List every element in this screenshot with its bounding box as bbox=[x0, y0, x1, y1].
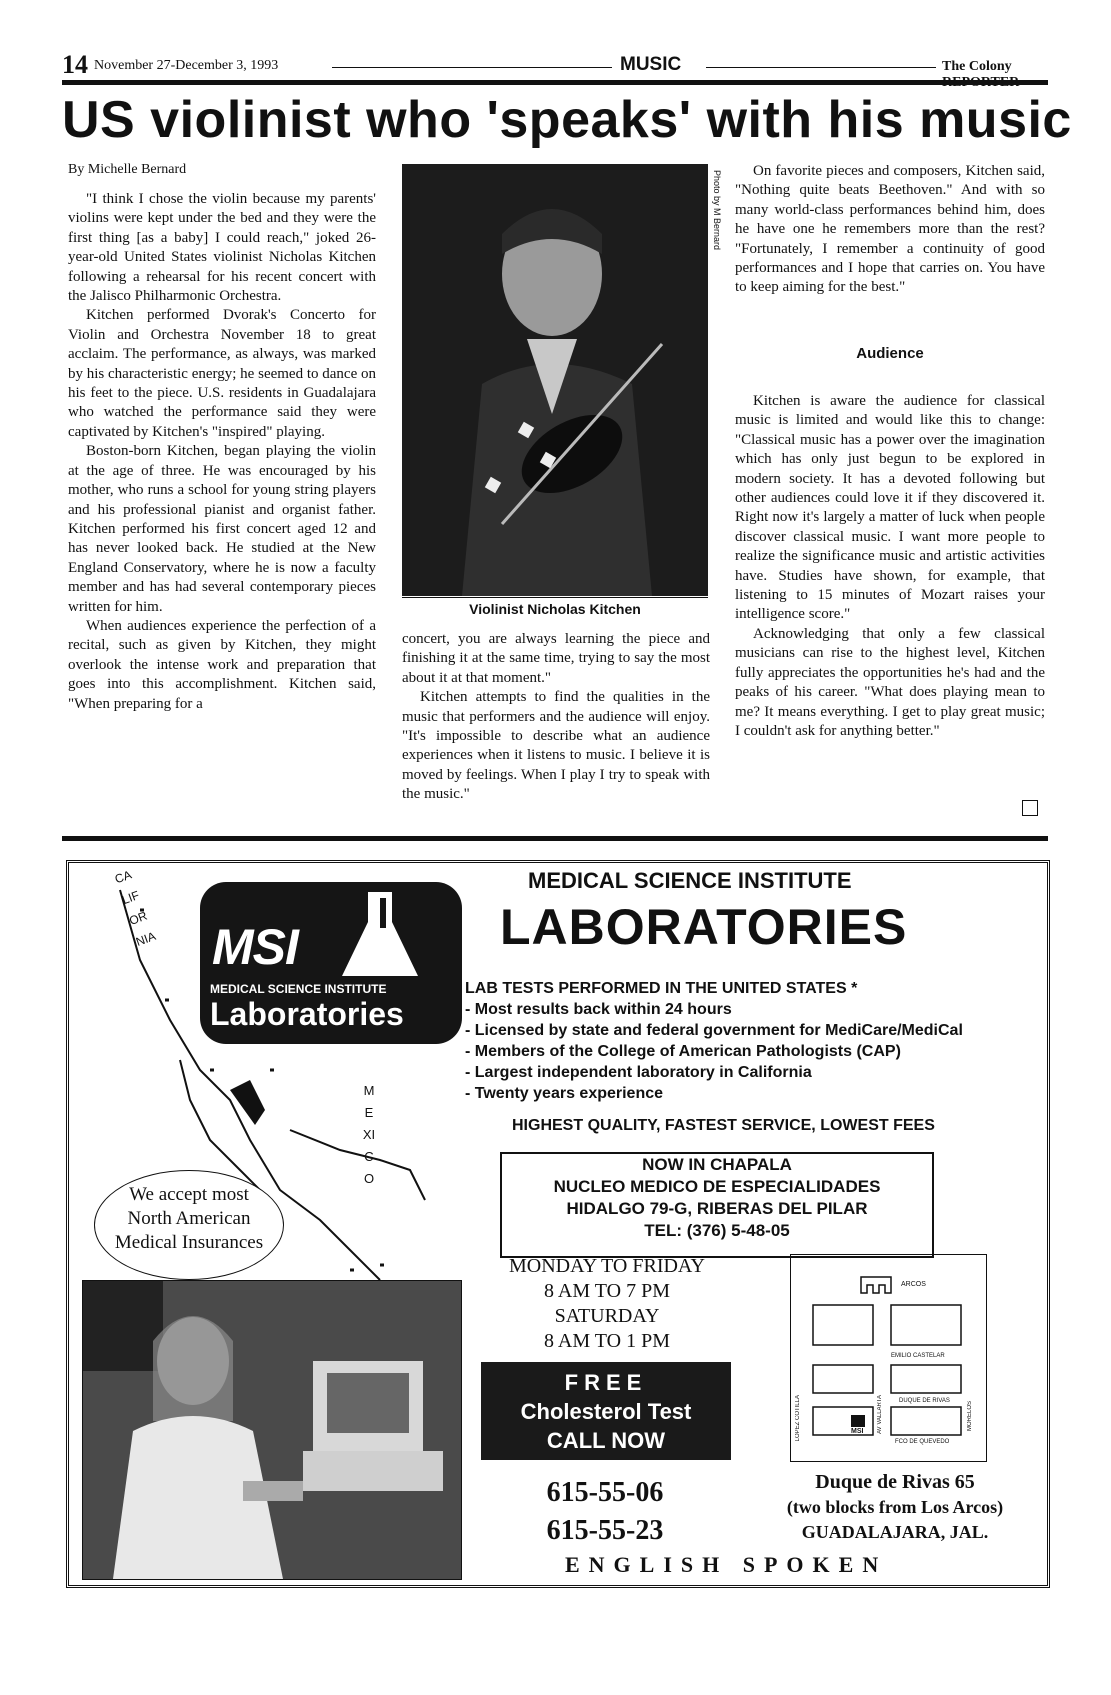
article-column-2 bbox=[402, 630, 710, 805]
hours-line: MONDAY TO FRIDAY bbox=[509, 1255, 705, 1277]
article-column-3-bottom bbox=[735, 392, 1045, 741]
address-line: Duque de Rivas 65 bbox=[815, 1471, 975, 1493]
byline: By Michelle Bernard bbox=[68, 162, 187, 177]
logo-msi: MSI bbox=[212, 919, 298, 975]
paragraph: When audiences experience the perfection of a recital, such as given by Kitchen, they might overlook the intense work and preparation that goes into this accomplishment. Kitchen said, "When preparing for a bbox=[68, 617, 376, 712]
guadalajara-address bbox=[760, 1470, 1030, 1545]
lab-technician-photo bbox=[82, 1280, 462, 1580]
call-now: CALL NOW bbox=[546, 1428, 666, 1453]
subhead: Audience bbox=[856, 345, 924, 362]
paragraph: concert, you are always learning the piece and finishing it at the same time, trying to say the most about it at that moment." bbox=[402, 631, 710, 686]
hours-line: SATURDAY bbox=[554, 1305, 660, 1327]
list-item: - Twenty years experience bbox=[465, 1085, 664, 1102]
ad-title-large: LABORATORIES bbox=[500, 899, 908, 955]
address-line: HIDALGO 79-G, RIBERAS DEL PILAR bbox=[566, 1199, 868, 1218]
paragraph: Kitchen performed Dvorak's Concerto for Violin and Orchestra November 18 to great acclaim. The performance, as always, was marked by his characteristic energy; he seemed to dance on his feet to the piece. U.S. residents in Guadalajara who watched the performance said they were captivated by Kitchen's "inspired" playing. bbox=[68, 307, 376, 440]
caption-rule bbox=[402, 597, 708, 598]
insurance-line: We accept most bbox=[129, 1184, 249, 1205]
hours-line: 8 AM TO 7 PM bbox=[544, 1280, 670, 1302]
header-rule-left bbox=[332, 67, 612, 68]
map-label: LOPEZ COTILLA bbox=[795, 1395, 801, 1442]
list-item: - Members of the College of American Pathologists (CAP) bbox=[465, 1043, 901, 1060]
page-number: 14 bbox=[62, 50, 88, 79]
insurance-badge bbox=[94, 1170, 284, 1280]
newspaper-name: The Colony bbox=[942, 59, 1012, 74]
map-label: AV VALLARTA bbox=[877, 1395, 883, 1434]
address-line: GUADALAJARA, JAL. bbox=[801, 1522, 989, 1542]
header-rule bbox=[62, 80, 1048, 85]
map-label: ARCOS bbox=[901, 1281, 926, 1288]
map-label-msi: MSI bbox=[851, 1428, 864, 1435]
paragraph: Kitchen is aware the audience for classical music is limited and would like this to change: "Classical music has a power over the imagination which has only just begun to be explored in modern society. It has a devoted following but other audiences could love it if they discovered it. Right now it's largely a matter of luck when people discover classical music. I want more people to realize the significance music and artistic activities have. Studies have shown, for example, that listening to 15 minutes of Mozart raises your intelligence score." bbox=[735, 393, 1045, 623]
address-line: (two blocks from Los Arcos) bbox=[786, 1497, 1004, 1517]
opening-hours bbox=[497, 1254, 717, 1354]
map-label-california: CALIFORNIA bbox=[112, 867, 158, 949]
article-end-rule bbox=[62, 836, 1048, 841]
ad-title: MEDICAL SCIENCE INSTITUTE bbox=[528, 868, 852, 893]
headline: US violinist who 'speaks' with his music bbox=[62, 91, 1072, 149]
phone-number: 615-55-06 bbox=[546, 1477, 664, 1508]
street-map bbox=[790, 1254, 987, 1462]
article-column-1 bbox=[68, 190, 376, 714]
page-header bbox=[62, 50, 1048, 80]
phone-numbers bbox=[500, 1474, 710, 1550]
free-label: FREE bbox=[564, 1370, 648, 1395]
hours-line: 8 AM TO 1 PM bbox=[544, 1330, 670, 1352]
map-label: DUQUE DE RIVAS bbox=[899, 1398, 950, 1404]
list-item: - Largest independent laboratory in California bbox=[465, 1064, 812, 1081]
article-column-3-top bbox=[735, 162, 1045, 298]
paragraph: On favorite pieces and composers, Kitchen said, "Nothing quite beats Beethoven." And with so many world-class performances behind him, does he have one he remembers more than the rest? "Fortunately, I remember a continuity of good performances and I hope that carries on. You have to keep aiming for the best." bbox=[735, 163, 1045, 296]
map-label: FCO DE QUEVEDO bbox=[895, 1439, 950, 1445]
free-cholesterol-box bbox=[481, 1362, 731, 1460]
chapala-address-box bbox=[500, 1152, 934, 1258]
msi-logo bbox=[200, 882, 462, 1044]
end-mark bbox=[1022, 800, 1038, 816]
address-line: NUCLEO MEDICO DE ESPECIALIDADES bbox=[553, 1177, 881, 1196]
logo-laboratories: Laboratories bbox=[210, 996, 404, 1032]
address-line: NOW IN CHAPALA bbox=[642, 1155, 792, 1174]
insurance-line: Medical Insurances bbox=[114, 1232, 264, 1253]
list-item: - Most results back within 24 hours bbox=[465, 1001, 732, 1018]
insurance-line: North American bbox=[127, 1208, 251, 1229]
map-label: MORELOS bbox=[967, 1401, 973, 1432]
list-item: - Licensed by state and federal government for MediCare/MediCal bbox=[465, 1022, 963, 1039]
ad-tagline: HIGHEST QUALITY, FASTEST SERVICE, LOWEST FEES bbox=[512, 1117, 935, 1134]
issue-date: November 27-December 3, 1993 bbox=[94, 58, 279, 73]
service-list bbox=[465, 978, 963, 1104]
photo-caption: Violinist Nicholas Kitchen bbox=[469, 601, 641, 617]
paragraph: Kitchen attempts to find the qualities in the music that performers and the audience will enjoy. "It's impossible to describe what an audience experiences when it listens to music. I believe it is moved by feelings. When I play I try to speak with the music." bbox=[402, 689, 710, 803]
violinist-photo bbox=[402, 164, 708, 596]
section-name: MUSIC bbox=[620, 54, 682, 75]
logo-subtitle: MEDICAL SCIENCE INSTITUTE bbox=[210, 982, 387, 996]
paragraph: Boston-born Kitchen, began playing the violin at the age of three. He was encouraged by his mother, who runs a school for young string players and his professional pianist and organist father. Kitchen performed his first concert aged 12 and has never looked back. He studied at the New England Conservatory, where he is now a faculty member and has had several contemporary pieces written for him. bbox=[68, 443, 376, 615]
map-label: EMILIO CASTELAR bbox=[891, 1353, 945, 1359]
paragraph: "I think I chose the violin because my parents' violins were kept under the bed and they were the first thing [as a baby] I could reach," joked 26-year-old United States violinist Nicholas Kitchen following a rehearsal for his recent concert with the Jalisco Philharmonic Orchestra. bbox=[68, 191, 376, 305]
free-offer: Cholesterol Test bbox=[520, 1399, 692, 1424]
paragraph: Acknowledging that only a few classical musicians can rise to the highest level, Kitchen fully appreciates the opportunities he's had and the peaks of his career. "What does playing mean to me? It means everything. I get to play great music; I couldn't ask for anything better." bbox=[735, 625, 1045, 739]
phone-number: 615-55-23 bbox=[546, 1515, 664, 1546]
address-line: TEL: (376) 5-48-05 bbox=[644, 1221, 790, 1240]
list-item: LAB TESTS PERFORMED IN THE UNITED STATES * bbox=[465, 980, 858, 997]
english-spoken: ENGLISH SPOKEN bbox=[565, 1552, 888, 1577]
map-label-mexico: MEXICO bbox=[362, 1083, 376, 1186]
header-rule-right bbox=[706, 67, 936, 68]
photo-credit: Photo by M Bernard bbox=[712, 170, 722, 251]
